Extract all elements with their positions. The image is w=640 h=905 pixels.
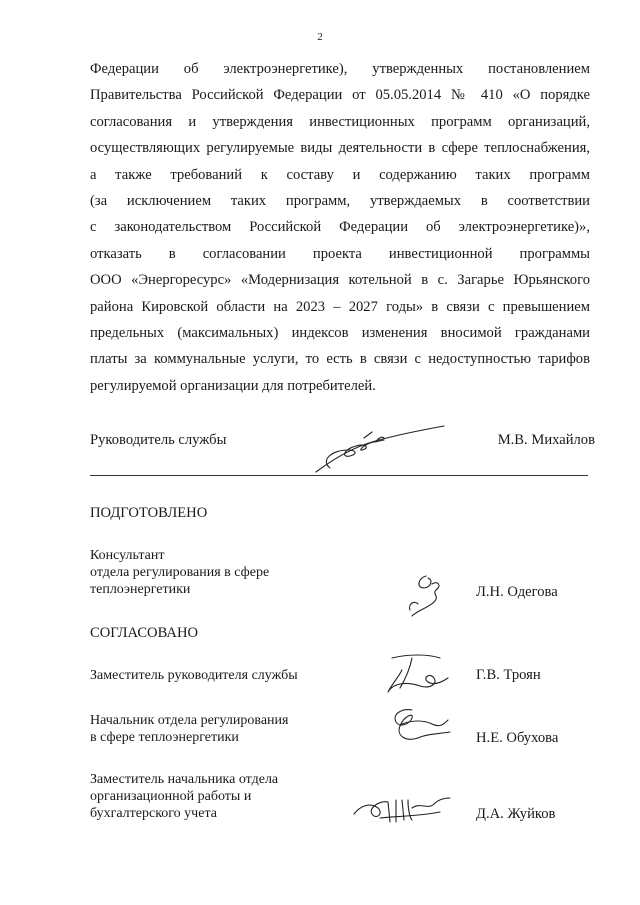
body-line: платы за коммунальные услуги, то есть в связи с недоступностью тарифов bbox=[90, 351, 590, 368]
role-line: Заместитель руководителя службы bbox=[90, 668, 298, 683]
head-name: М.В. Михайлов bbox=[497, 432, 595, 448]
agreed-name: Г.В. Троян bbox=[476, 667, 541, 683]
body-line: района Кировской области на 2023 – 2027 годы» в связи с превышением bbox=[90, 298, 590, 315]
head-role: Руководитель службы bbox=[90, 432, 227, 448]
body-line: Федерации об электроэнергетике), утвержденных постановлением bbox=[90, 61, 590, 77]
body-line: осуществляющих регулируемые виды деятельности в сфере теплоснабжения, bbox=[90, 140, 590, 157]
role-line: Заместитель начальника отдела bbox=[90, 772, 279, 787]
role-line: Консультант bbox=[90, 548, 165, 563]
divider-line bbox=[90, 475, 588, 476]
prepared-role bbox=[90, 547, 269, 598]
role-line: Начальник отдела регулирования bbox=[90, 713, 289, 728]
body-line: (за исключением таких программ, утверждаемых в соответствии bbox=[90, 193, 590, 210]
body-line: Правительства Российской Федерации от 05.05.2014 № 410 «О порядке bbox=[90, 87, 590, 104]
role-line: отдела регулирования в сфере bbox=[90, 565, 270, 580]
agreed-handwritten-signature bbox=[378, 648, 458, 700]
prepared-name: Л.Н. Одегова bbox=[476, 584, 558, 600]
role-line: в сфере теплоэнергетики bbox=[90, 730, 239, 745]
prepared-label: ПОДГОТОВЛЕНО bbox=[90, 505, 208, 521]
role-line: теплоэнергетики bbox=[90, 582, 191, 597]
body-line: предельных (максимальных) индексов изменения вносимой гражданами bbox=[90, 325, 590, 342]
body-line: а также требований к составу и содержанию таких программ bbox=[90, 166, 590, 183]
body-line: регулируемой организации для потребителей. bbox=[90, 377, 376, 394]
prepared-handwritten-signature bbox=[404, 566, 454, 624]
role-line: бухгалтерского учета bbox=[90, 806, 217, 821]
head-handwritten-signature bbox=[312, 420, 452, 480]
body-text bbox=[90, 56, 590, 399]
agreed-handwritten-signature bbox=[350, 788, 458, 830]
body-line: с законодательством Российской Федерации об электроэнергетике)», bbox=[90, 219, 590, 236]
role-line: организационной работы и bbox=[90, 789, 252, 804]
agreed-handwritten-signature bbox=[382, 702, 462, 748]
agreed-name: Н.Е. Обухова bbox=[476, 730, 559, 746]
body-line: ООО «Энергоресурс» «Модернизация котельной в с. Загарье Юрьянского bbox=[90, 272, 590, 289]
agreed-role bbox=[90, 667, 298, 684]
agreed-label: СОГЛАСОВАНО bbox=[90, 625, 199, 641]
agreed-role bbox=[90, 712, 288, 746]
page-number: 2 bbox=[317, 31, 323, 43]
body-line: отказать в согласовании проекта инвестиционной программы bbox=[90, 245, 590, 262]
agreed-name: Д.А. Жуйков bbox=[476, 806, 556, 822]
body-line: согласования и утверждения инвестиционных программ организаций, bbox=[90, 113, 590, 130]
agreed-role bbox=[90, 771, 278, 822]
